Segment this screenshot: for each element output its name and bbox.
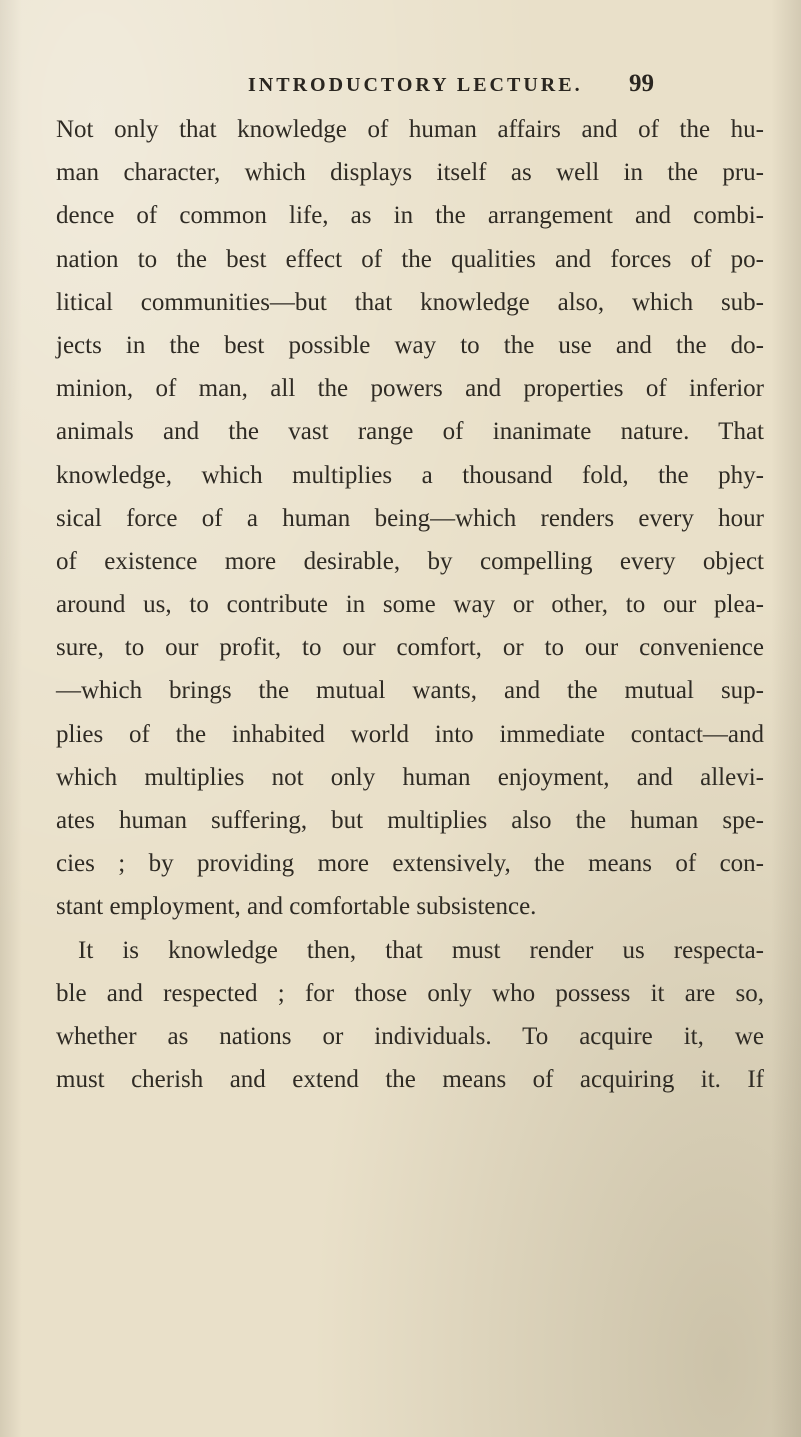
- page-edge-shadow: [771, 0, 801, 1437]
- text-line: must cherish and extend the means of acquiring it. If: [56, 1066, 764, 1094]
- text-line: Not only that knowledge of human affairs and of the hu-: [56, 116, 764, 143]
- text-line: around us, to contribute in some way or other, to our plea-: [56, 591, 764, 619]
- text-line: dence of common life, as in the arrangement and combi-: [56, 202, 764, 230]
- text-line: minion, of man, all the powers and properties of inferior: [56, 375, 764, 403]
- page-header: [0, 64, 801, 104]
- text-line: It is knowledge then, that must render us respecta-: [78, 936, 764, 964]
- text-line: plies of the inhabited world into immediate contact—and: [56, 720, 764, 748]
- text-line: sure, to our profit, to our comfort, or to our convenience: [56, 634, 764, 662]
- body-text: [56, 108, 764, 1101]
- text-line: ble and respected ; for those only who possess it are so,: [56, 979, 764, 1007]
- text-line: which multiplies not only human enjoyment, and allevi-: [56, 763, 764, 791]
- text-line: man character, which displays itself as well in the pru-: [56, 159, 764, 187]
- text-line: —which brings the mutual wants, and the mutual sup-: [56, 677, 764, 705]
- text-line: nation to the best effect of the qualities and forces of po-: [56, 245, 764, 273]
- text-line: of existence more desirable, by compelling every object: [56, 547, 764, 575]
- text-line: ates human suffering, but multiplies also the human spe-: [56, 807, 764, 834]
- text-line: stant employment, and comfortable subsistence.: [56, 893, 537, 921]
- text-line: sical force of a human being—which renders every hour: [56, 504, 764, 532]
- page-number: 99: [629, 70, 654, 97]
- text-line: knowledge, which multiplies a thousand fold, the phy-: [56, 461, 764, 489]
- text-line: cies ; by providing more extensively, the means of con-: [56, 850, 764, 878]
- running-head: INTRODUCTORY LECTURE.: [248, 74, 583, 96]
- text-line: litical communities—but that knowledge also, which sub-: [56, 288, 764, 316]
- text-line: whether as nations or individuals. To acquire it, we: [56, 1022, 764, 1050]
- text-line: jects in the best possible way to the use and the do-: [56, 331, 764, 359]
- text-line: animals and the vast range of inanimate nature. That: [56, 418, 764, 446]
